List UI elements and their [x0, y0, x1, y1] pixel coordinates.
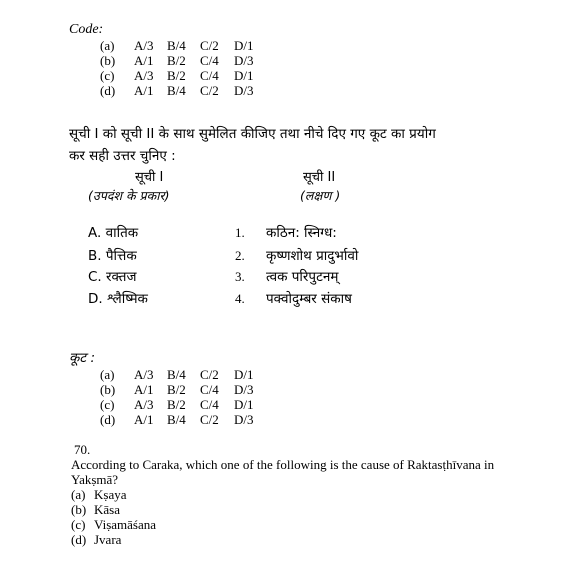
list-2-number: 1.	[235, 225, 245, 240]
answer-label: (a)	[71, 487, 86, 502]
option-label: (c)	[100, 68, 115, 83]
answer-label: (b)	[71, 502, 87, 517]
option-label: (a)	[100, 367, 115, 382]
option-d: D/3	[234, 382, 254, 397]
option-c: C/4	[200, 68, 219, 83]
option-a: A/1	[134, 83, 154, 98]
list-1-item: C. रक्तज	[88, 269, 137, 285]
option-d: D/1	[234, 68, 254, 83]
option-d: D/3	[234, 83, 254, 98]
code-heading-hindi: कूट :	[69, 350, 96, 366]
option-c: C/2	[200, 83, 219, 98]
option-b: B/2	[167, 68, 186, 83]
list-2-item: पक्वोदुम्बर संकाष	[266, 291, 352, 307]
answer-option	[71, 532, 122, 548]
option-a: A/3	[134, 397, 154, 412]
answer-text: Kāsa	[94, 502, 120, 517]
option-label: (c)	[100, 397, 115, 412]
list-2-number: 3.	[235, 269, 245, 284]
option-label: (a)	[100, 38, 115, 53]
option-b: B/2	[167, 397, 186, 412]
list-2-number: 2.	[235, 248, 245, 263]
list-2-item: कठिन: स्निग्ध:	[266, 225, 337, 241]
question-number: 70.	[74, 442, 91, 457]
option-b: B/4	[167, 38, 186, 53]
answer-text: Viṣamāśana	[94, 517, 157, 532]
option-a: A/1	[134, 382, 154, 397]
list-1-subheading: (उपदंश के प्रकार)	[88, 188, 170, 203]
option-label: (d)	[100, 412, 116, 427]
answer-text: Jvara	[94, 532, 122, 547]
option-b: B/4	[167, 367, 186, 382]
option-a: A/3	[134, 367, 154, 382]
list-2-heading: सूची II	[303, 170, 336, 185]
option-c: C/4	[200, 382, 219, 397]
option-d: D/1	[234, 38, 254, 53]
option-d: D/1	[234, 397, 254, 412]
option-d: D/3	[234, 412, 254, 427]
list-2-subheading: (लक्षण )	[300, 188, 341, 203]
option-d: D/3	[234, 53, 254, 68]
option-b: B/4	[167, 412, 186, 427]
list-2-item: कृष्णशोथ प्रादुर्भावो	[266, 248, 359, 264]
question-text-line-1: According to Caraka, which one of the following is the cause of Raktasṭhīvana in	[71, 457, 495, 472]
option-a: A/1	[134, 53, 154, 68]
list-1-item: A. वातिक	[88, 225, 139, 241]
option-label: (b)	[100, 53, 116, 68]
option-c: C/2	[200, 367, 219, 382]
option-c: C/4	[200, 53, 219, 68]
list-1-heading: सूची I	[135, 170, 164, 185]
option-c: C/4	[200, 397, 219, 412]
answer-label: (d)	[71, 532, 87, 547]
answer-label: (c)	[71, 517, 86, 532]
option-b: B/2	[167, 382, 186, 397]
list-1-item: D. श्लैष्मिक	[88, 291, 148, 307]
option-c: C/2	[200, 38, 219, 53]
option-label: (d)	[100, 83, 116, 98]
option-b: B/4	[167, 83, 186, 98]
list-1-item: B. पैत्तिक	[88, 248, 137, 264]
option-b: B/2	[167, 53, 186, 68]
hindi-question-line-1: सूची I को सूची II के साथ सुमेलित कीजिए तथा नीचे दिए गए कूट का प्रयोग	[69, 126, 436, 142]
list-2-number: 4.	[235, 291, 245, 306]
question-text-line-2: Yakṣmā?	[71, 472, 119, 487]
option-c: C/2	[200, 412, 219, 427]
option-a: A/3	[134, 68, 154, 83]
hindi-question-line-2: कर सही उत्तर चुनिए :	[69, 148, 176, 164]
answer-option	[71, 502, 120, 518]
option-a: A/1	[134, 412, 154, 427]
answer-option	[71, 517, 157, 533]
option-d: D/1	[234, 367, 254, 382]
option-a: A/3	[134, 38, 154, 53]
answer-option	[71, 487, 127, 503]
option-label: (b)	[100, 382, 116, 397]
list-2-item: त्वक परिपुटनम्	[266, 269, 339, 285]
code-heading: Code:	[69, 22, 104, 37]
answer-text: Kṣaya	[94, 487, 127, 502]
